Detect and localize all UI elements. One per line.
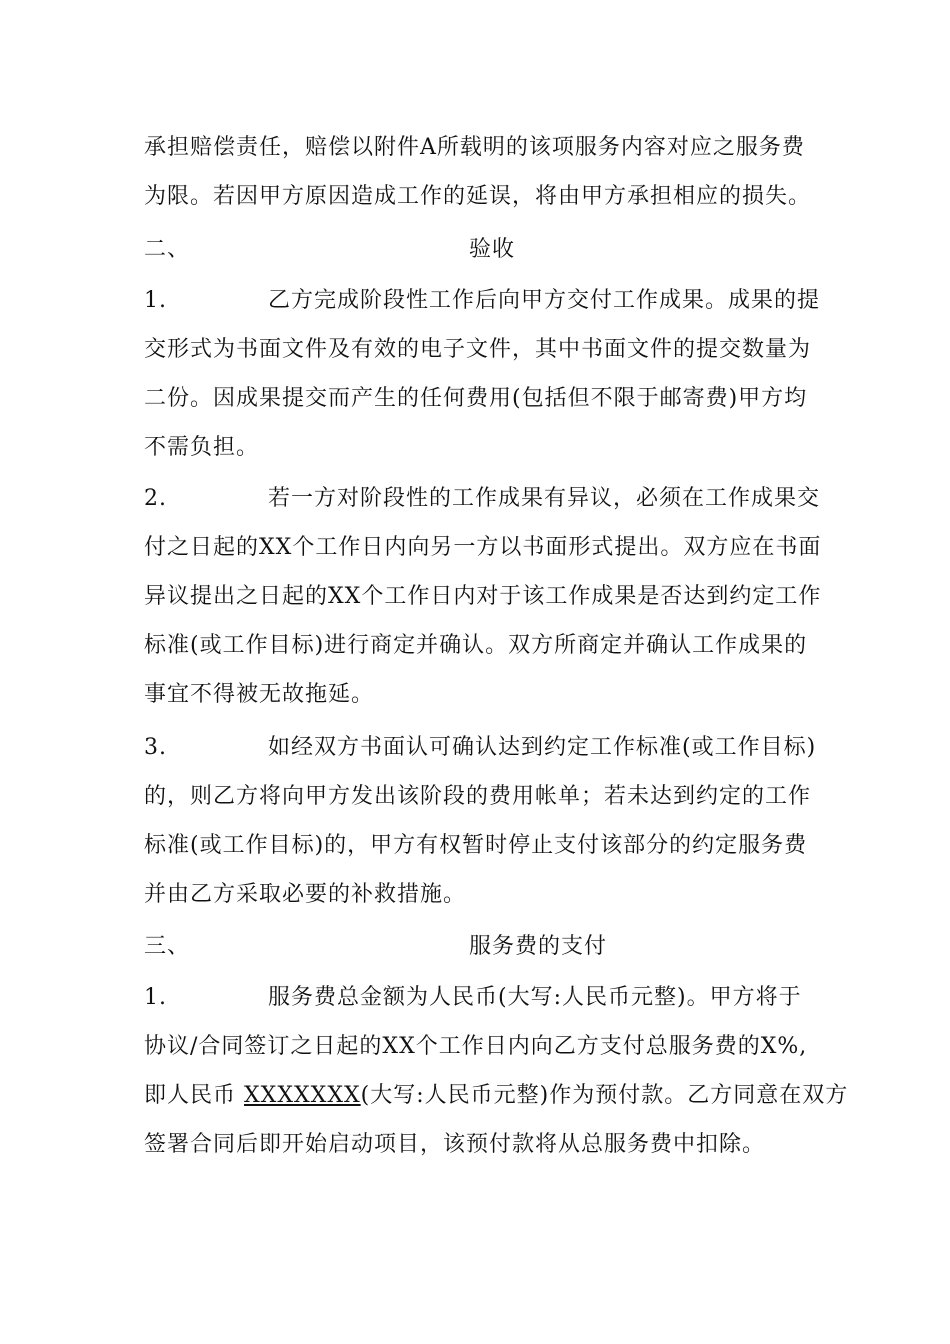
item-line: 交形式为书面文件及有效的电子文件，其中书面文件的提交数量为 (144, 337, 812, 362)
item-number: 3. (144, 735, 167, 760)
section-3-number: 三、 (144, 934, 191, 959)
item-first-line: 若一方对阶段性的工作成果有异议，必须在工作成果交 (268, 486, 821, 511)
item-line: 二份。因成果提交而产生的任何费用(包括但不限于邮寄费)甲方均 (144, 386, 808, 411)
intro-line-1: 承担赔偿责任，赔偿以附件A所载明的该项服务内容对应之服务费 (144, 135, 805, 160)
prepayment-amount: XXXXXXX (244, 1083, 361, 1108)
item-number: 1. (144, 288, 167, 313)
item-first-line: 如经双方书面认可确认达到约定工作标准(或工作目标) (268, 735, 817, 760)
section-2-item-2 (144, 474, 822, 719)
item-line: 事宜不得被无故拖延。 (144, 682, 375, 707)
amount-suffix: (大写:人民币元整)作为预付款。乙方同意在双方 (360, 1083, 849, 1108)
item-number: 2. (144, 486, 167, 511)
item-line: 标准(或工作目标)的，甲方有权暂时停止支付该部分的约定服务费 (144, 833, 808, 858)
item-line: 不需负担。 (144, 435, 260, 460)
section-3-item-1 (144, 973, 849, 1169)
item-first-line: 服务费总金额为人民币(大写:人民币元整)。甲方将于 (268, 985, 802, 1010)
amount-prefix: 即人民币 (144, 1083, 237, 1108)
section-3-title: 服务费的支付 (469, 934, 608, 959)
section-2-item-3 (144, 723, 817, 919)
section-2-number: 二、 (144, 237, 191, 262)
item-line: 签署合同后即开始启动项目，该预付款将从总服务费中扣除。 (144, 1132, 766, 1157)
section-2-item-1 (144, 276, 821, 472)
item-line: 异议提出之日起的XX个工作日内对于该工作成果是否达到约定工作 (144, 584, 822, 609)
item-line: 付之日起的XX个工作日内向另一方以书面形式提出。双方应在书面 (144, 535, 822, 560)
item-line: 并由乙方采取必要的补救措施。 (144, 882, 467, 907)
intro-paragraph (144, 123, 812, 221)
item-line: 的，则乙方将向甲方发出该阶段的费用帐单；若未达到约定的工作 (144, 784, 812, 809)
item-line-with-amount (144, 1071, 849, 1120)
section-2-heading (144, 225, 806, 274)
item-first-line: 乙方完成阶段性工作后向甲方交付工作成果。成果的提 (268, 288, 821, 313)
item-number: 1. (144, 985, 167, 1010)
item-line: 协议/合同签订之日起的XX个工作日内向乙方支付总服务费的X%, (144, 1034, 808, 1059)
item-line: 标准(或工作目标)进行商定并确认。双方所商定并确认工作成果的 (144, 633, 808, 658)
intro-line-2: 为限。若因甲方原因造成工作的延误，将由甲方承担相应的损失。 (144, 184, 812, 209)
section-2-title: 验收 (469, 237, 516, 262)
section-3-heading (144, 922, 806, 971)
